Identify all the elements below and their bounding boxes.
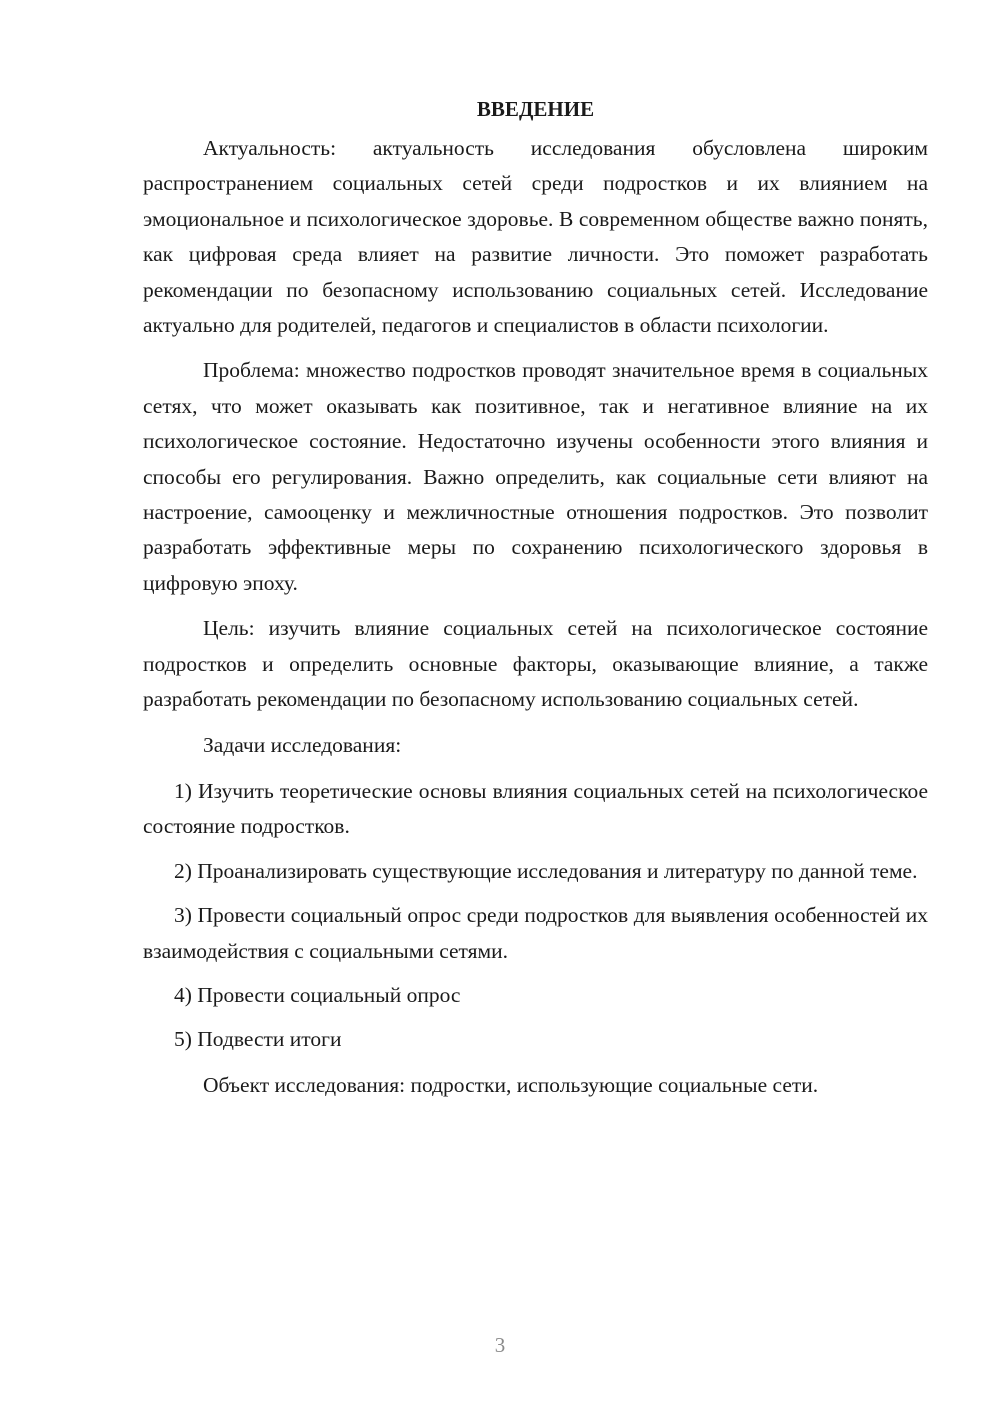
goal-paragraph: Цель: изучить влияние социальных сетей на психологическое состояние подростков и определить основные факторы, оказывающие влияние, а также разработать рекомендации по безопасному использованию социальных сетей. xyxy=(143,616,928,712)
page-content xyxy=(143,92,928,1103)
section-title: ВВЕДЕНИЕ xyxy=(476,97,595,121)
object-paragraph: Объект исследования: подростки, использующие социальные сети. xyxy=(203,1072,819,1097)
problem-paragraph: Проблема: множество подростков проводят значительное время в социальных сетях, что может оказывать как позитивное, так и негативное влияние на их психологическое состояние. Недостаточно изучены особенности этого влияния и способы его регулирования. Важно определить, как социальные сети влияют на настроение, самооценку и межличностные отношения подростков. Это позволит разработать эффективные меры по сохранению психологического здоровья в цифровую эпоху. xyxy=(143,358,928,595)
task-item: 3) Провести социальный опрос среди подростков для выявления особенностей их взаимодействия с социальными сетями. xyxy=(143,903,928,963)
task-item: 2) Проанализировать существующие исследования и литературу по данной теме. xyxy=(174,858,918,883)
tasks-heading: Задачи исследования: xyxy=(203,732,402,757)
task-item: 1) Изучить теоретические основы влияния социальных сетей на психологическое состояние подростков. xyxy=(143,778,928,839)
page-number: 3 xyxy=(494,1333,506,1357)
task-item: 5) Подвести итоги xyxy=(174,1027,342,1052)
task-item: 4) Провести социальный опрос xyxy=(174,982,461,1007)
relevance-paragraph: Актуальность: актуальность исследования обусловлена широким распространением социальных сетей среди подростков и их влиянием на эмоциональное и психологическое здоровье. В современном обществе важно понять, как цифровая среда влияет на развитие личности. Это поможет разработать рекомендации по безопасному использованию социальных сетей. Исследование актуально для родителей, педагогов и специалистов в области психологии. xyxy=(143,136,928,338)
